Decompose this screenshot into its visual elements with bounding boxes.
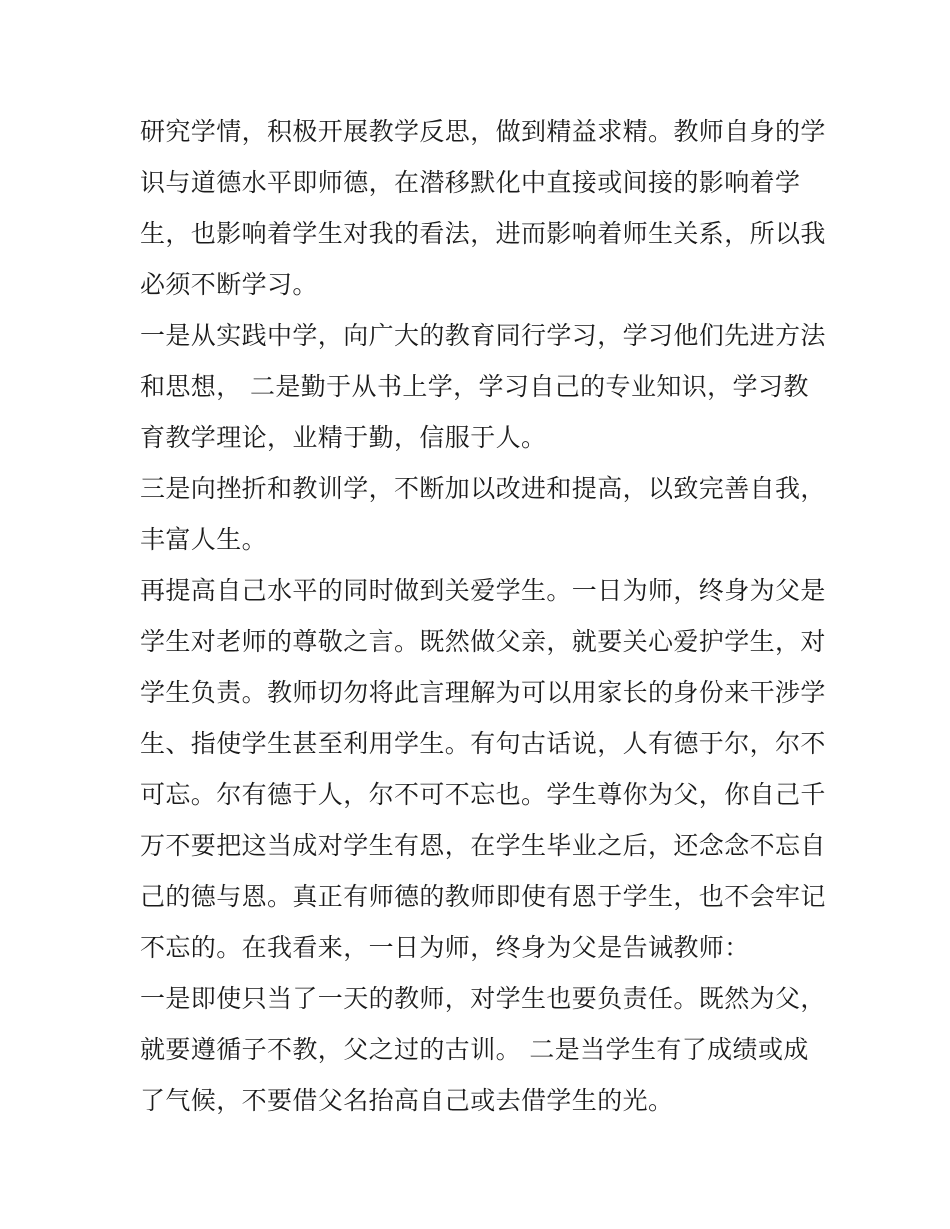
- text-line: 识与道德水平即师德，在潜移默化中直接或间接的影响着学: [140, 168, 801, 197]
- text-line: 丰富人生。: [140, 525, 268, 554]
- text-line: 万不要把这当成对学生有恩，在学生毕业之后，还念念不忘自: [140, 831, 826, 860]
- text-line: 和思想， 二是勤于从书上学，学习自己的专业知识，学习教: [140, 372, 809, 401]
- text-line: 生、指使学生甚至利用学生。有句古话说，人有德于尔，尔不: [140, 729, 826, 758]
- text-line: 三是向挫折和教训学，不断加以改进和提高，以致完善自我，: [140, 474, 826, 503]
- text-line: 不忘的。在我看来，一日为师，终身为父是告诫教师：: [140, 933, 750, 962]
- text-line: 了气候，不要借父名抬高自己或去借学生的光。: [140, 1086, 674, 1115]
- text-line: 学生负责。教师切勿将此言理解为可以用家长的身份来干涉学: [140, 678, 826, 707]
- text-line: 学生对老师的尊敬之言。既然做父亲，就要关心爱护学生，对: [140, 627, 826, 656]
- text-line: 一是从实践中学，向广大的教育同行学习，学习他们先进方法: [140, 321, 826, 350]
- text-line: 己的德与恩。真正有师德的教师即使有恩于学生，也不会牢记: [140, 882, 826, 911]
- text-line: 就要遵循子不教，父之过的古训。 二是当学生有了成绩或成: [140, 1035, 809, 1064]
- text-line: 研究学情，积极开展教学反思，做到精益求精。教师自身的学: [140, 117, 826, 146]
- text-line: 可忘。尔有德于人，尔不可不忘也。学生尊你为父，你自己千: [140, 780, 826, 809]
- text-line: 一是即使只当了一天的教师，对学生也要负责任。既然为父，: [140, 984, 826, 1013]
- body-text: [140, 106, 826, 1126]
- text-line: 必须不断学习。: [140, 270, 318, 299]
- text-line: 生，也影响着学生对我的看法，进而影响着师生关系，所以我: [140, 219, 826, 248]
- text-line: 再提高自己水平的同时做到关爱学生。一日为师，终身为父是: [140, 576, 826, 605]
- text-line: 育教学理论，业精于勤，信服于人。: [140, 423, 547, 452]
